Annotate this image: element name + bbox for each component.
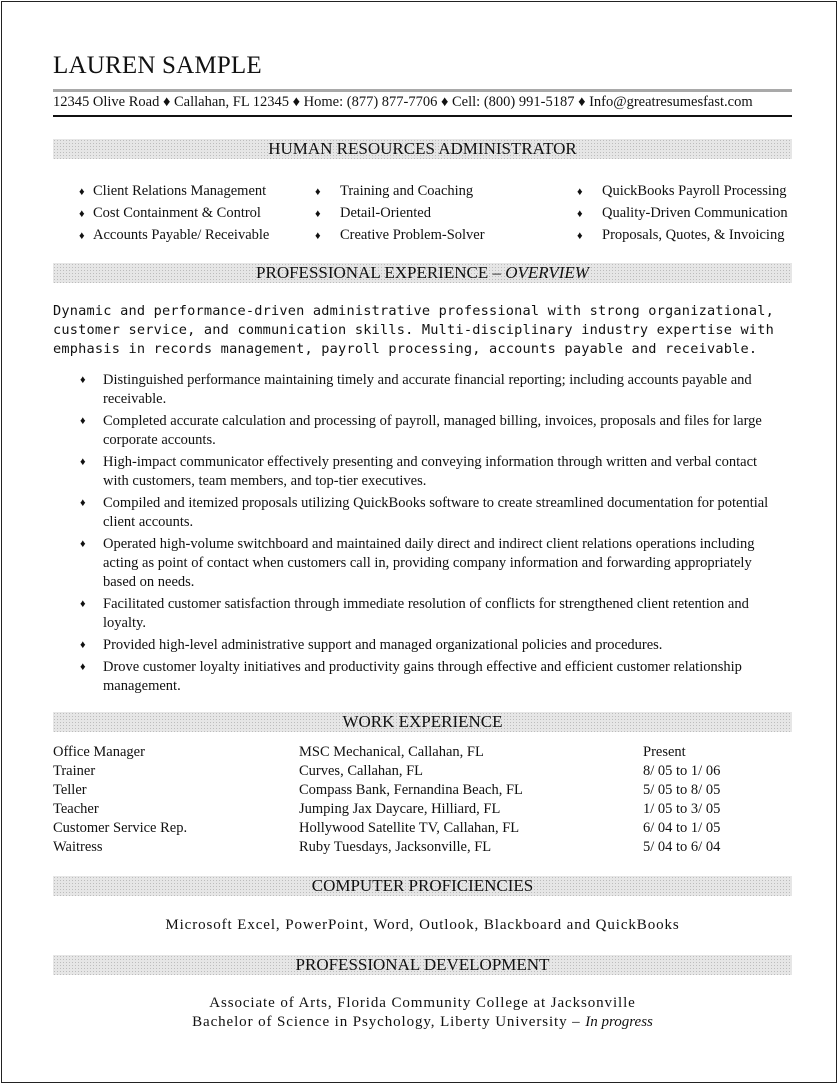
job-title: Teller xyxy=(53,782,87,798)
diamond-bullet-icon: ♦ xyxy=(80,639,86,651)
candidate-name: LAUREN SAMPLE xyxy=(53,52,262,79)
diamond-bullet-icon: ♦ xyxy=(80,374,86,386)
job-title: Office Manager xyxy=(53,744,145,760)
job-title: Customer Service Rep. xyxy=(53,820,188,836)
section-band-professional-development xyxy=(53,955,792,975)
job-title: Waitress xyxy=(53,839,103,855)
skills-column-2 xyxy=(315,180,485,246)
diamond-bullet-icon: ♦ xyxy=(80,497,86,509)
work-experience-table xyxy=(53,743,793,857)
header-divider-gray xyxy=(53,89,792,92)
job-dates: 8/ 05 to 1/ 06 xyxy=(643,763,721,779)
skill-item: ♦ Creative Problem-Solver xyxy=(315,224,485,246)
section-band-experience-overview xyxy=(53,263,792,283)
diamond-bullet-icon: ♦ xyxy=(315,208,321,220)
list-item: ♦ Distinguished performance maintaining timely and accurate financial reporting; including accounts payable and receivable. xyxy=(80,372,752,407)
computer-proficiencies-heading: COMPUTER PROFICIENCIES xyxy=(311,876,534,895)
education-line-2-main: Bachelor of Science in Psychology, Liberty University – xyxy=(192,1014,586,1030)
education-line-1: Associate of Arts, Florida Community College at Jacksonville xyxy=(209,995,636,1011)
job-employer: Compass Bank, Fernandina Beach, FL xyxy=(299,782,523,798)
section-band-computer-proficiencies xyxy=(53,876,792,896)
skill-item: ♦ Cost Containment & Control xyxy=(53,202,269,224)
job-dates: 5/ 04 to 6/ 04 xyxy=(643,839,721,855)
header-divider-black xyxy=(53,115,792,117)
job-employer: MSC Mechanical, Callahan, FL xyxy=(299,744,484,760)
table-row xyxy=(53,743,793,762)
job-employer: Jumping Jax Daycare, Hilliard, FL xyxy=(299,801,501,817)
overview-bullet-list xyxy=(53,371,783,699)
table-row xyxy=(53,819,793,838)
diamond-bullet-icon: ♦ xyxy=(79,208,85,220)
section-band-work-experience xyxy=(53,712,792,732)
computer-proficiencies-text: Microsoft Excel, PowerPoint, Word, Outlook, Blackboard and QuickBooks xyxy=(165,917,680,933)
diamond-bullet-icon: ♦ xyxy=(577,230,583,242)
professional-development-heading: PROFESSIONAL DEVELOPMENT xyxy=(295,955,550,974)
skill-item: ♦ QuickBooks Payroll Processing xyxy=(577,180,788,202)
list-item: ♦ Completed accurate calculation and processing of payroll, managed billing, invoices, proposals and files for large corporate accounts. xyxy=(80,413,762,448)
skill-item: ♦ Training and Coaching xyxy=(315,180,485,202)
list-item: ♦ Operated high-volume switchboard and maintained daily direct and indirect client relations operations including acting as point of contact when customers call in, providing company information and forwarding appropriately based on needs. xyxy=(80,536,755,590)
diamond-bullet-icon: ♦ xyxy=(315,230,321,242)
job-employer: Ruby Tuesdays, Jacksonville, FL xyxy=(299,839,492,855)
experience-overview-heading: PROFESSIONAL EXPERIENCE – xyxy=(256,263,506,282)
diamond-bullet-icon: ♦ xyxy=(80,538,86,550)
list-item: ♦ High-impact communicator effectively presenting and conveying information through written and verbal contact with customers, team members, and top-tier executives. xyxy=(80,454,758,489)
contact-line: 12345 Olive Road ♦ Callahan, FL 12345 ♦ Home: (877) 877-7706 ♦ Cell: (800) 991-5187 ♦ Info@greatresumesfast.com xyxy=(53,94,753,110)
diamond-bullet-icon: ♦ xyxy=(80,456,86,468)
table-row xyxy=(53,781,793,800)
diamond-bullet-icon: ♦ xyxy=(577,186,583,198)
job-dates: 6/ 04 to 1/ 05 xyxy=(643,820,721,836)
diamond-bullet-icon: ♦ xyxy=(79,186,85,198)
experience-overview-heading-italic: OVERVIEW xyxy=(505,263,589,282)
job-title: Trainer xyxy=(53,763,96,779)
job-dates: Present xyxy=(643,744,686,760)
diamond-bullet-icon: ♦ xyxy=(315,186,321,198)
job-title: Teacher xyxy=(53,801,99,817)
list-item: ♦ Facilitated customer satisfaction through immediate resolution of conflicts for strengthened client retention and loyalty. xyxy=(80,596,749,631)
resume-page xyxy=(1,1,837,1083)
diamond-bullet-icon: ♦ xyxy=(577,208,583,220)
education-line-2 xyxy=(53,1012,792,1032)
education-line-2-status: In progress xyxy=(585,1014,653,1030)
list-item: ♦ Drove customer loyalty initiatives and productivity gains through effective and efficient customer relationship management. xyxy=(80,659,742,694)
table-row xyxy=(53,838,793,857)
list-item: ♦ Compiled and itemized proposals utilizing QuickBooks software to create streamlined documentation for potential client accounts. xyxy=(80,495,769,530)
table-row xyxy=(53,800,793,819)
skill-item: ♦ Proposals, Quotes, & Invoicing xyxy=(577,224,788,246)
work-experience-heading: WORK EXPERIENCE xyxy=(342,712,503,731)
list-item: ♦ Provided high-level administrative support and managed organizational policies and procedures. xyxy=(80,637,663,653)
skill-item: ♦ Quality-Driven Communication xyxy=(577,202,788,224)
job-dates: 5/ 05 to 8/ 05 xyxy=(643,782,721,798)
job-employer: Hollywood Satellite TV, Callahan, FL xyxy=(299,820,520,836)
diamond-bullet-icon: ♦ xyxy=(80,415,86,427)
job-employer: Curves, Callahan, FL xyxy=(299,763,424,779)
diamond-bullet-icon: ♦ xyxy=(79,230,85,242)
diamond-bullet-icon: ♦ xyxy=(80,598,86,610)
headline-title: HUMAN RESOURCES ADMINISTRATOR xyxy=(268,139,577,158)
table-row xyxy=(53,762,793,781)
overview-summary: Dynamic and performance-driven administrative professional with strong organizational, customer service, and communication skills. Multi-disciplinary industry expertise with emphasis in records management, payroll processing, accounts payable and receivable. xyxy=(53,303,775,357)
skills-column-3 xyxy=(577,180,788,246)
skill-item: ♦ Accounts Payable/ Receivable xyxy=(53,224,269,246)
skill-item: ♦ Client Relations Management xyxy=(53,180,269,202)
skill-item: ♦ Detail-Oriented xyxy=(315,202,485,224)
diamond-bullet-icon: ♦ xyxy=(80,661,86,673)
skills-column-1 xyxy=(53,180,269,246)
section-band-headline xyxy=(53,139,792,159)
job-dates: 1/ 05 to 3/ 05 xyxy=(643,801,721,817)
